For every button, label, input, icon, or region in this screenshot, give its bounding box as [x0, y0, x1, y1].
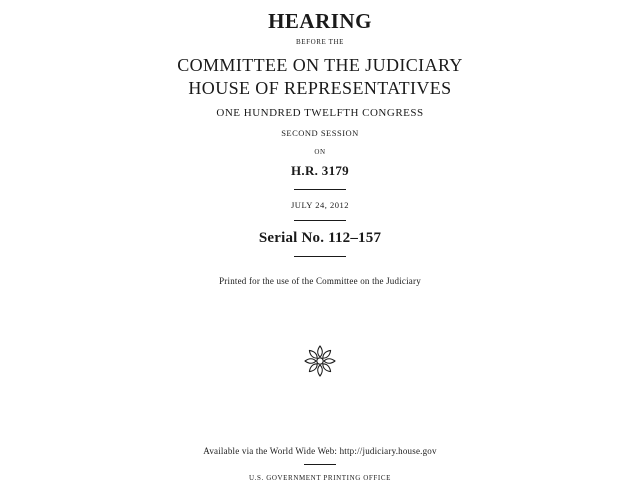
on-label: ON	[314, 148, 326, 156]
divider-rule	[294, 189, 346, 190]
divider-rule	[294, 256, 346, 257]
before-the-label: BEFORE THE	[295, 38, 345, 46]
divider-rule	[294, 220, 346, 221]
bill-number: H.R. 3179	[291, 163, 349, 178]
serial-number: Serial No. 112–157	[258, 230, 382, 246]
hearing-date: JULY 24, 2012	[291, 200, 349, 210]
printed-for-note: Printed for the use of the Committee on the Judiciary	[219, 276, 421, 286]
congress-label: ONE HUNDRED TWELFTH CONGRESS	[216, 107, 424, 119]
committee-name: COMMITTEE ON THE JUDICIARY	[177, 55, 463, 75]
session-label: SECOND SESSION	[281, 128, 359, 138]
availability-note: Available via the World Wide Web: http://judiciary.house.gov	[203, 446, 437, 456]
gpo-seal-icon	[303, 344, 337, 378]
divider-rule	[304, 464, 336, 465]
publisher-name: U.S. GOVERNMENT PRINTING OFFICE	[249, 474, 391, 480]
house-name: HOUSE OF REPRESENTATIVES	[188, 78, 452, 98]
document-title: HEARING	[268, 9, 372, 33]
